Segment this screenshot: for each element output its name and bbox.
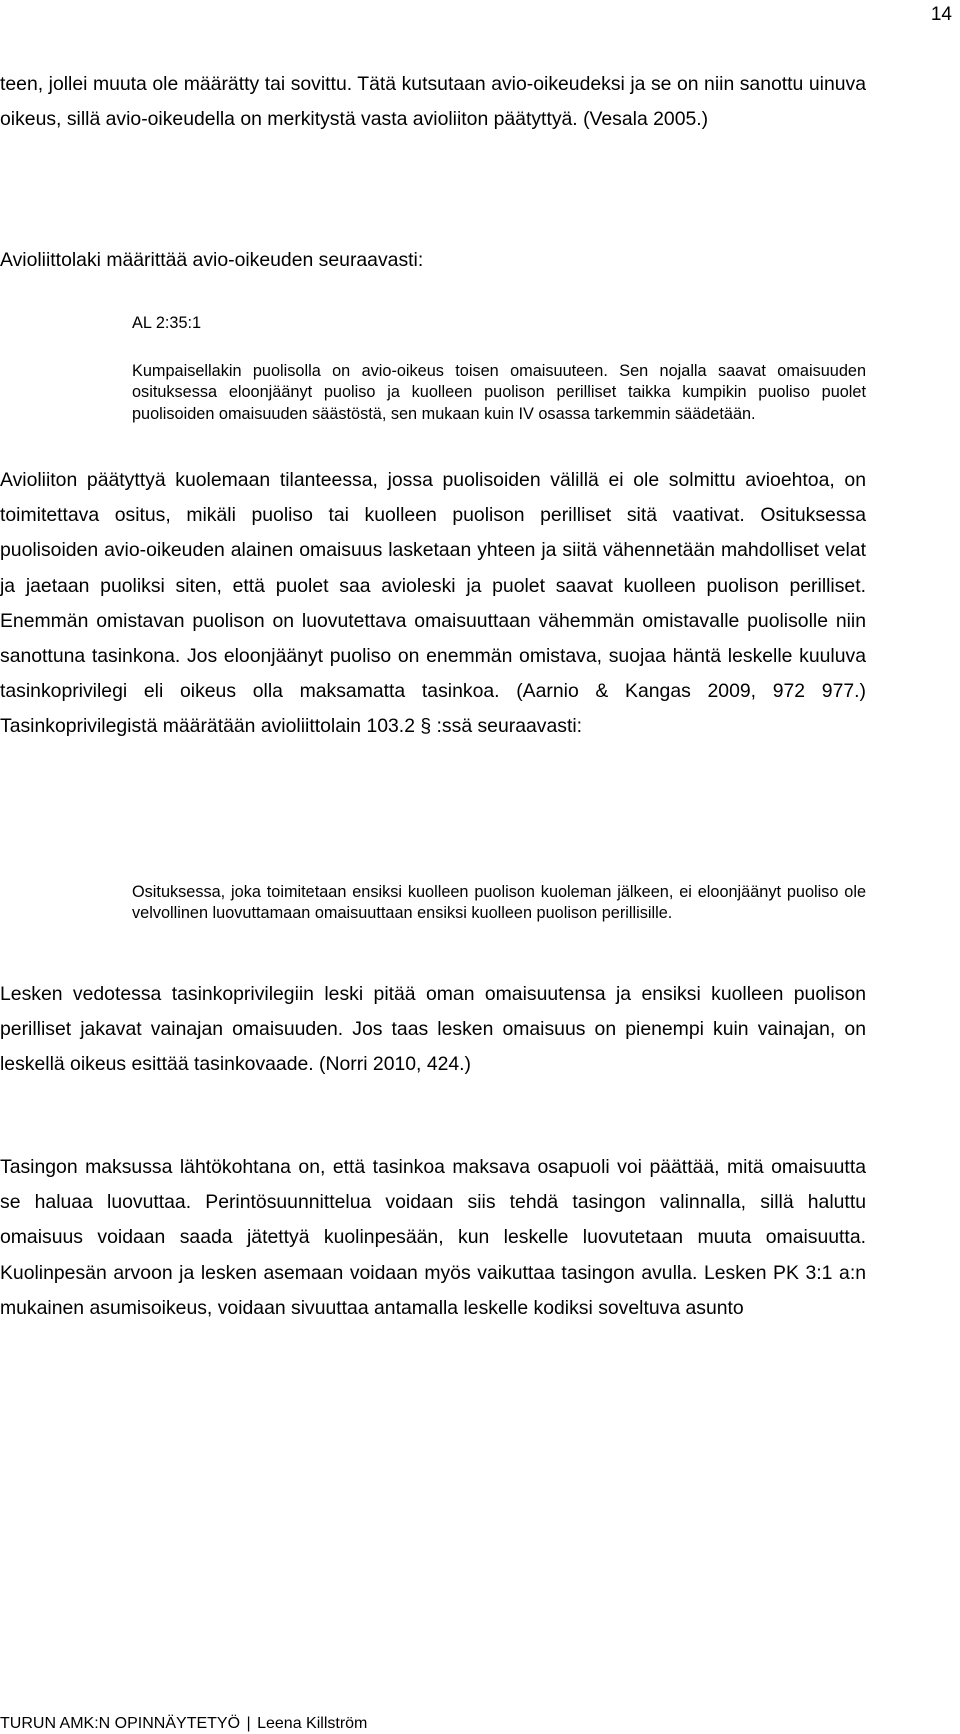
quote-al-2-35-1: Kumpaisellakin puolisolla on avio-oikeus toisen omaisuuteen. Sen nojalla saavat omaisuuden osituksessa eloonjäänyt puoliso ja kuolleen puolison perilliset taikka kumpikin puoliso puolet puolisoiden omaisuuden säästöstä, sen mukaan kuin IV osassa tarkemmin säädetään. [132,362,866,423]
quote-al-103-2: Osituksessa, joka toimitetaan ensiksi kuolleen puolison kuoleman jälkeen, ei eloonjäänyt puoliso ole velvollinen luovuttamaan omaisuuttaan ensiksi kuolleen puolison perillisille. [132,883,866,923]
footer-separator: | [246,1715,251,1732]
page-footer [0,1715,367,1733]
footer-author: Leena Killström [257,1715,368,1732]
paragraph-tasinkoprivilegi: Lesken vedotessa tasinkoprivilegiin leski pitää oman omaisuutensa ja ensiksi kuolleen puolison perilliset jakavat vainajan omaisuuden. Jos taas lesken omaisuus on pienempi kuin vainajan, on leskellä oikeus esittää tasinkovaade. (Norri 2010, 424.) [0,983,866,1076]
quote-heading-al: AL 2:35:1 [132,314,202,332]
paragraph-ositus: Avioliiton päätyttyä kuolemaan tilanteessa, jossa puolisoiden välillä ei ole solmittu avioehtoa, on toimitettava ositus, mikäli puoliso tai kuolleen puolison perilliset sitä vaativat. Osituksessa puolisoiden avio-oikeuden alainen omaisuus lasketaan yhteen ja siitä vähennetään mahdolliset velat ja jaetaan puoliksi siten, että puolet saa avioleski ja puolet saavat kuolleen puolison perilliset. Enemmän omistavan puolison on luovutettava omaisuuttaan vähemmän omistavalle puolisolle niin sanottuna tasinkona. Jos eloonjäänyt puoliso on enemmän omistava, suojaa häntä leskelle kuuluva tasinkoprivilegi eli oikeus olla maksamatta tasinkoa. (Aarnio & Kangas 2009, 972 977.) Tasinkoprivilegistä määrätään avioliittolain 103.2 § :ssä seuraavasti: [0,469,866,738]
paragraph-avio-oikeus: teen, jollei muuta ole määrätty tai sovittu. Tätä kutsutaan avio-oikeudeksi ja se on niin sanottu uinuva oikeus, sillä avio-oikeudella on merkitystä vasta avioliiton päätyttyä. (Vesala 2005.) [0,73,866,131]
paragraph-tasingon-maksu: Tasingon maksussa lähtökohtana on, että tasinkoa maksava osapuoli voi päättää, mitä omaisuutta se haluaa luovuttaa. Perintösuunnittelua voidaan siis tehdä tasingon valinnalla, sillä haluttu omaisuus voidaan saada jätettyä kuolinpesään, kun leskelle luovutetaan muuta omaisuutta. Kuolinpesän arvoon ja lesken asemaan voidaan myös vaikuttaa tasingon avulla. Lesken PK 3:1 a:n mukainen asumisoikeus, voidaan sivuuttaa antamalla leskelle kodiksi soveltuva asunto [0,1156,866,1319]
footer-institution: TURUN AMK:N OPINNÄYTETYÖ [0,1715,241,1732]
page-number: 14 [930,4,952,25]
paragraph-avioliittolaki-intro: Avioliittolaki määrittää avio-oikeuden seuraavasti: [0,249,424,271]
